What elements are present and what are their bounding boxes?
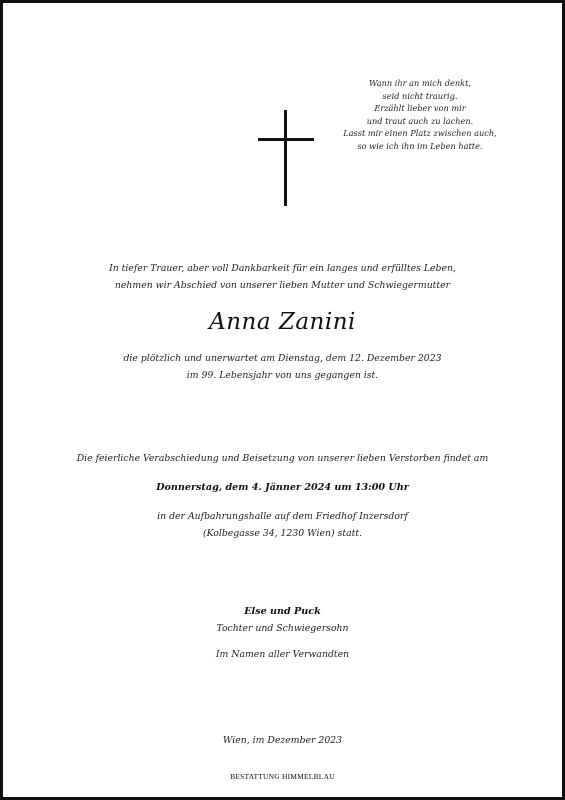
funeral-home: BESTATTUNG HIMMELBLAU — [230, 772, 335, 781]
poem-line: Wann ihr an mich denkt, — [369, 78, 471, 88]
poem-line: so wie ich ihn im Leben hatte. — [357, 140, 483, 151]
deceased-name-wrap — [3, 309, 562, 335]
funeral-home-wrap — [3, 772, 562, 781]
poem-line: und traut auch zu lachen. — [366, 115, 474, 126]
place-date-wrap — [3, 733, 562, 750]
death-info — [3, 351, 562, 384]
poem-line: Lasst mir einen Platz zwischen auch, — [343, 128, 497, 139]
mourner-names: Else und Puck — [244, 606, 321, 617]
poem — [325, 77, 515, 153]
poem-line: Erzählt lieber von mir — [374, 103, 466, 114]
death-info-line: die plötzlich und unerwartet am Dienstag, dem 12. Dezember 2023 — [123, 353, 442, 364]
ceremony-intro: Die feierliche Verabschiedung und Beisetzung von unserer lieben Verstorben findet am — [76, 453, 489, 464]
death-info-line: im 99. Lebensjahr von uns gegangen ist. — [186, 369, 379, 381]
intro-line: In tiefer Trauer, aber voll Dankbarkeit für ein langes und erfülltes Leben, — [109, 263, 456, 274]
ceremony-intro-wrap — [3, 451, 562, 468]
poem-line: seid nicht traurig. — [382, 90, 458, 101]
ceremony-place — [3, 509, 562, 542]
mourner-family: Im Namen aller Verwandten — [215, 649, 350, 660]
mourners — [3, 604, 562, 664]
cross-icon — [258, 110, 314, 206]
deceased-name: Anna Zanini — [209, 309, 356, 335]
intro-text — [3, 261, 562, 294]
place-date: Wien, im Dezember 2023 — [222, 735, 343, 746]
ceremony-date-wrap — [3, 480, 562, 497]
ceremony-place-line: (Kolbegasse 34, 1230 Wien) statt. — [202, 527, 363, 539]
ceremony-place-line: in der Aufbahrungshalle auf dem Friedhof Inzersdorf — [157, 511, 408, 522]
ceremony-date: Donnerstag, dem 4. Jänner 2024 um 13:00 Uhr — [156, 482, 409, 493]
mourner-relation: Tochter und Schwiegersohn — [216, 622, 349, 634]
intro-line: nehmen wir Abschied von unserer lieben Mutter und Schwiegermutter — [114, 279, 451, 291]
